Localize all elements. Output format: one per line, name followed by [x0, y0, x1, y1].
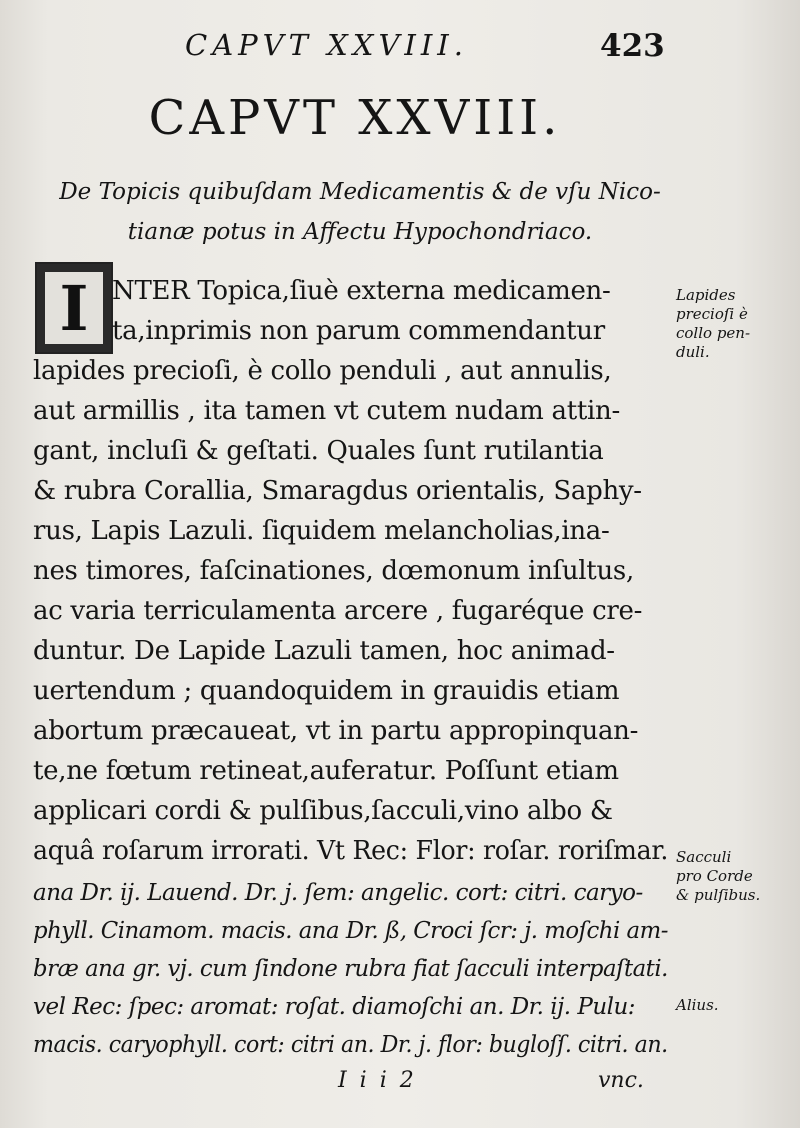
- signature-mark: I i i 2: [338, 1068, 417, 1093]
- body-line: te,ne fœtum retineat,auferatur. Poſſunt etiam: [33, 756, 619, 786]
- subtitle-line: De Topicis quibuſdam Medicamentis & de vſu Nico-: [59, 179, 661, 205]
- chapter-title: CAPVT XXVIII.: [148, 90, 562, 146]
- margin-note-line: precioſi è: [676, 305, 748, 323]
- body-line: duntur. De Lapide Lazuli tamen, hoc animad-: [33, 636, 615, 666]
- body-line: ac varia terriculamenta arcere , fugaréque cre-: [33, 596, 643, 626]
- margin-note-precious-stones: [676, 286, 750, 362]
- margin-note-line: Sacculi: [676, 848, 732, 866]
- body-line: ta,inprimis non parum commendantur: [112, 316, 605, 346]
- body-line: applicari cordi & pulſibus,ſacculi,vino albo &: [33, 796, 613, 826]
- margin-note-line: duli.: [676, 343, 710, 361]
- recipe-line: ana Dr. ij. Lauend. Dr. j. ſem: angelic. cort: citri. caryo-: [33, 880, 643, 906]
- body-line: gant, incluſi & geſtati. Quales ſunt rutilantia: [33, 436, 604, 466]
- margin-note-line: Lapides: [676, 286, 736, 304]
- running-head-title: CAPVT XXVIII.: [185, 28, 468, 62]
- margin-note-line: collo pen-: [676, 324, 751, 342]
- initial-letter: I: [45, 272, 103, 344]
- body-line: aquâ roſarum irrorati. Vt Rec: Flor: roſar. roriſmar.: [33, 836, 669, 866]
- body-line: lapides precioſi, è collo penduli , aut annulis,: [33, 356, 612, 386]
- body-line: abortum præcaueat, vt in partu appropinquan-: [33, 716, 639, 746]
- catchword: vnc.: [598, 1068, 644, 1093]
- chapter-subtitle: [30, 172, 690, 252]
- body-line: aut armillis , ita tamen vt cutem nudam attin-: [33, 396, 620, 426]
- body-line: uertendum ; quandoquidem in grauidis etiam: [33, 676, 620, 706]
- margin-note-line: & pulſibus.: [676, 886, 761, 904]
- body-line: nes timores, faſcinationes, dœmonum inſultus,: [33, 556, 634, 586]
- margin-note-line: Alius.: [676, 996, 719, 1014]
- subtitle-line: tianæ potus in Affectu Hypochondriaco.: [127, 219, 593, 245]
- margin-note-alius: [676, 996, 719, 1015]
- recipe-line: vel Rec: ſpec: aromat: roſat. diamoſchi an. Dr. ij. Pulu:: [33, 994, 636, 1020]
- recipe-line: macis. caryophyll. cort: citri an. Dr. j. flor: bugloſſ. citri. an.: [33, 1032, 668, 1058]
- body-line: & rubra Corallia, Smaragdus orientalis, Saphy-: [33, 476, 642, 506]
- recipe-line: bræ ana gr. vj. cum ſindone rubra fiat ſacculi interpaſtati.: [33, 956, 668, 982]
- margin-note-sachets: [676, 848, 760, 905]
- margin-note-line: pro Corde: [676, 867, 753, 885]
- running-head: [0, 28, 800, 68]
- body-line: rus, Lapis Lazuli. ſiquidem melancholias,ina-: [33, 516, 610, 546]
- decorated-initial: [35, 262, 113, 354]
- body-line: NTER Topica,ſiuè externa medicamen-: [112, 276, 611, 306]
- recipe-line: phyll. Cinamom. macis. ana Dr. ß, Croci ſcr: j. moſchi am-: [33, 918, 668, 944]
- page-number: 423: [600, 28, 665, 64]
